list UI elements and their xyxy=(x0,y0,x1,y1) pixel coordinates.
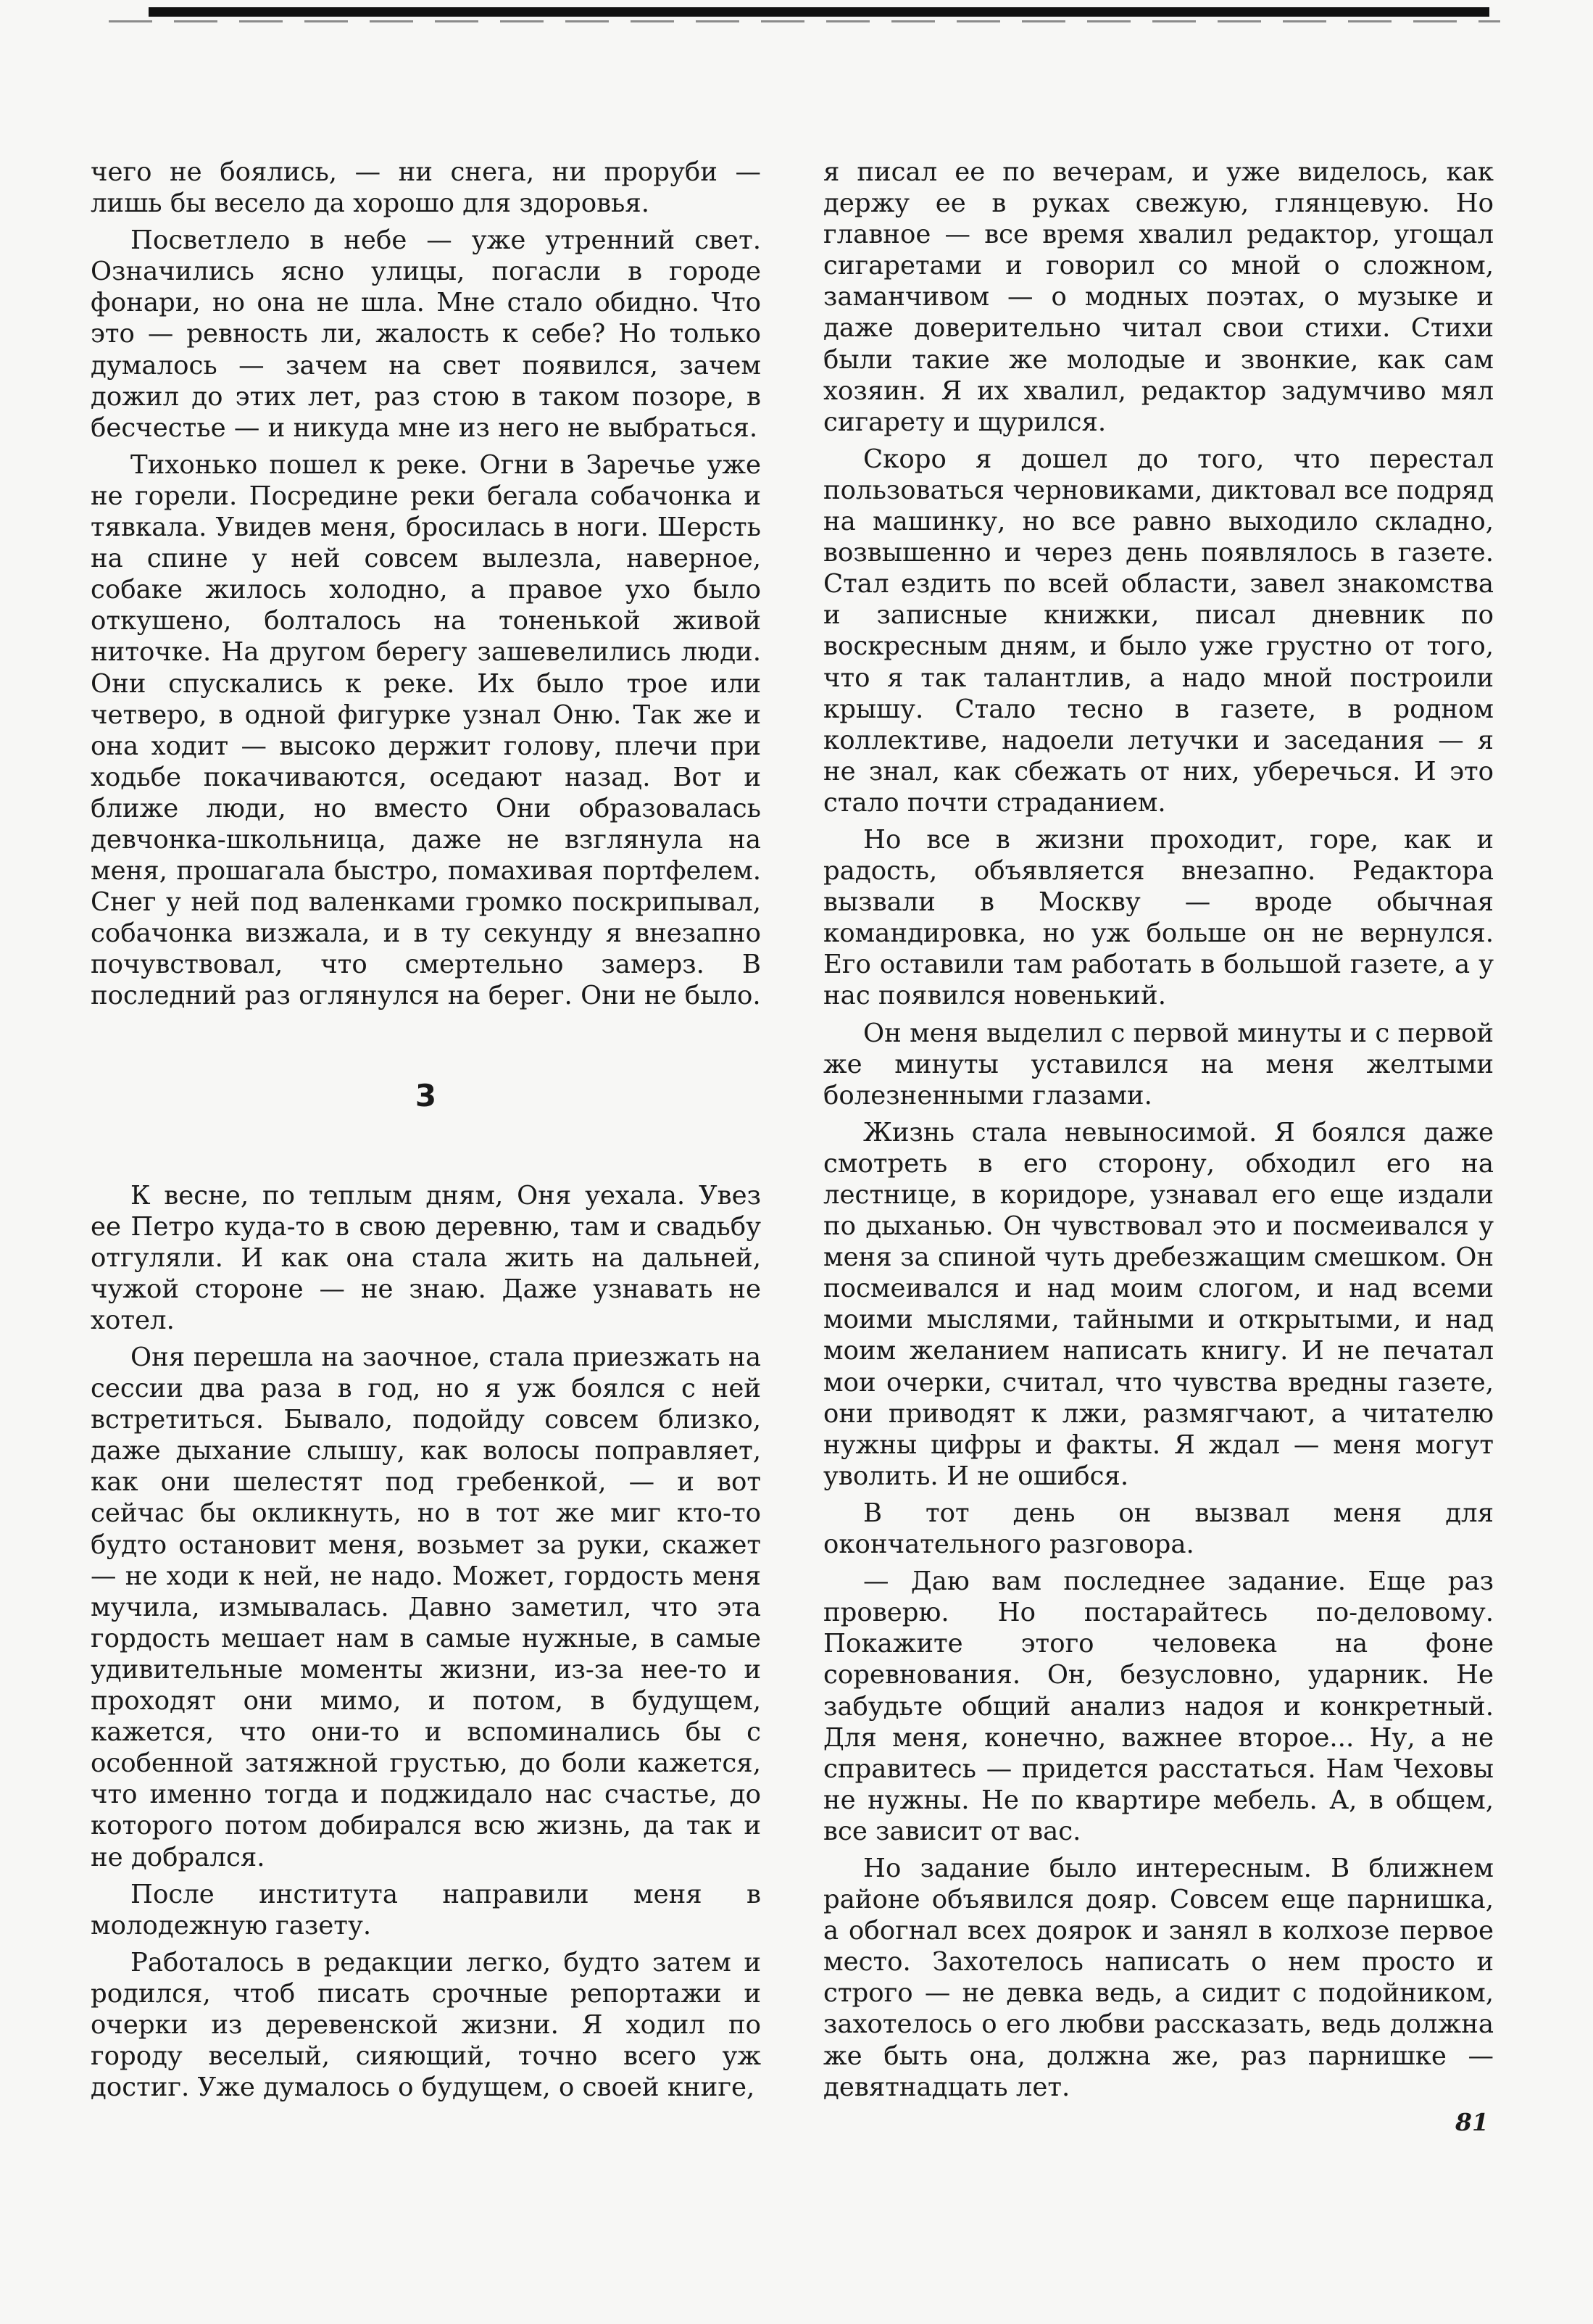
page-number: 81 xyxy=(1455,2108,1489,2136)
paragraph: В тот день он вызвал меня для окончательного разговора. xyxy=(823,1498,1494,1560)
paragraph: я писал ее по вечерам, и уже виделось, как держу ее в руках свежую, глянцевую. Но главное — все время хвалил редактор, угощал сигаретами и говорил со мной о сложном, заманчивом — о модных поэтах, о музыке и даже доверительно читал свои стихи. Стихи были такие же молодые и звонкие, как сам хозяин. Я их хвалил, редактор задумчиво мял сигарету и щурился. xyxy=(823,157,1494,437)
top-thin-rule xyxy=(109,20,1500,22)
paragraph: Посветлело в небе — уже утренний свет. Означились ясно улицы, погасли в городе фонари, но она не шла. Мне стало обидно. Что это — ревность ли, жалость к себе? Но только думалось — зачем на свет появился, зачем дожил до этих лет, раз стою в таком позоре, в бесчестье — и никуда мне из него не выбраться. xyxy=(91,225,761,443)
top-decorative-rule xyxy=(149,7,1489,17)
paragraph: — Даю вам последнее задание. Еще раз проверю. Но постарайтесь по-деловому. Покажите этого человека на фоне соревнования. Он, безусловно, ударник. Не забудьте общий анализ надоя и конкретный. Для меня, конечно, важнее второе... Ну, а не справитесь — придется расстаться. Нам Чеховы не нужны. Не по квартире мебель. А, в общем, все зависит от вас. xyxy=(823,1566,1494,1846)
chapter-number: 3 xyxy=(415,1077,437,1113)
left-column xyxy=(91,157,761,2109)
paragraph: После института направили меня в молодежную газету. xyxy=(91,1879,761,1941)
paragraph: Но задание было интересным. В ближнем районе объявился дояр. Совсем еще парнишка, а обогнал всех доярок и занял в колхозе первое место. Захотелось написать о нем просто и строго — не девка ведь, а сидит с подойником, захотелось о его любви рассказать, ведь должна же быть она, должна же, раз парнишке — девятнадцать лет. xyxy=(823,1853,1494,2102)
right-column xyxy=(823,157,1494,2109)
paragraph: Работалось в редакции легко, будто затем и родился, чтоб писать срочные репортажи и очерки из деревенской жизни. Я ходил по городу веселый, сияющий, точно всего уж достиг. Уже думалось о будущем, о своей книге, xyxy=(91,1947,761,2103)
paragraph: Скоро я дошел до того, что перестал пользоваться черновиками, диктовал все подряд на машинку, но все равно выходило складно, возвышенно и через день появлялось в газете. Стал ездить по всей области, завел знакомства и записные книжки, писал дневник по воскресным дням, и было уже грустно от того, что я так талантлив, а надо мной построили крышу. Стало тесно в газете, в родном коллективе, надоели летучки и заседания — я не знал, как сбежать от них, уберечься. И это стало почти страданием. xyxy=(823,444,1494,818)
paragraph: Оня перешла на заочное, стала приезжать на сессии два раза в год, но я уж боялся с ней встретиться. Бывало, подойду совсем близко, даже дыхание слышу, как волосы поправляет, как они шелестят под гребенкой, — и вот сейчас бы окликнуть, но в тот же миг кто-то будто остановит меня, возьмет за руки, скажет — не ходи к ней, не надо. Может, гордость меня мучила, измывалась. Давно заметил, что эта гордость мешает нам в самые нужные, в самые удивительные моменты жизни, из-за нее-то и проходят они мимо, и потом, в будущем, кажется, что они-то и вспоминались бы с особенной затяжной грустью, до боли кажется, что именно тогда и поджидало нас счастье, до которого потом добирался всю жизнь, да так и не добрался. xyxy=(91,1342,761,1872)
paragraph: Тихонько пошел к реке. Огни в Заречье уже не горели. Посредине реки бегала собачонка и тявкала. Увидев меня, бросилась в ноги. Шерсть на спине у ней совсем вылезла, наверное, собаке жилось холодно, а правое ухо было откушено, болталось на тоненькой живой ниточке. На другом берегу зашевелились люди. Они спускались к реке. Их было трое или четверо, в одной фигурке узнал Оню. Так же и она ходит — высоко держит голову, плечи при ходьбе покачиваются, оседают назад. Вот и ближе люди, но вместо Они образовалась девчонка-школьница, даже не взглянула на меня, прошагала быстро, помахивая портфелем. Снег у ней под валенками громко поскрипывал, собачонка визжала, и в ту секунду я внезапно почувствовал, что смертельно замерз. В последний раз оглянулся на берег. Они не было. xyxy=(91,449,761,1011)
paragraph: Он меня выделил с первой минуты и с первой же минуты уставился на меня желтыми болезненными глазами. xyxy=(823,1018,1494,1111)
paragraph: Жизнь стала невыносимой. Я боялся даже смотреть в его сторону, обходил его на лестнице, в коридоре, узнавал его еще издали по дыханью. Он чувствовал это и посмеивался у меня за спиной чуть дребезжащим смешком. Он посмеивался и над моим слогом, и над всеми моими мыслями, тайными и открытыми, и над моим желанием написать книгу. И не печатал мои очерки, считал, что чувства вредны газете, они приводят к лжи, размягчают, а читателю нужны цифры и факты. Я ждал — меня могут уволить. И не ошибся. xyxy=(823,1117,1494,1491)
paragraph: чего не боялись, — ни снега, ни проруби — лишь бы весело да хорошо для здоровья. xyxy=(91,157,761,219)
paragraph: Но все в жизни проходит, горе, как и радость, объявляется внезапно. Редактора вызвали в Москву — вроде обычная командировка, но уж больше он не вернулся. Его оставили там работать в большой газете, а у нас появился новенький. xyxy=(823,824,1494,1011)
paragraph: К весне, по теплым дням, Оня уехала. Увез ее Петро куда-то в свою деревню, там и свадьбу отгуляли. И как она стала жить на дальней, чужой стороне — не знаю. Даже узнавать не хотел. xyxy=(91,1180,761,1335)
